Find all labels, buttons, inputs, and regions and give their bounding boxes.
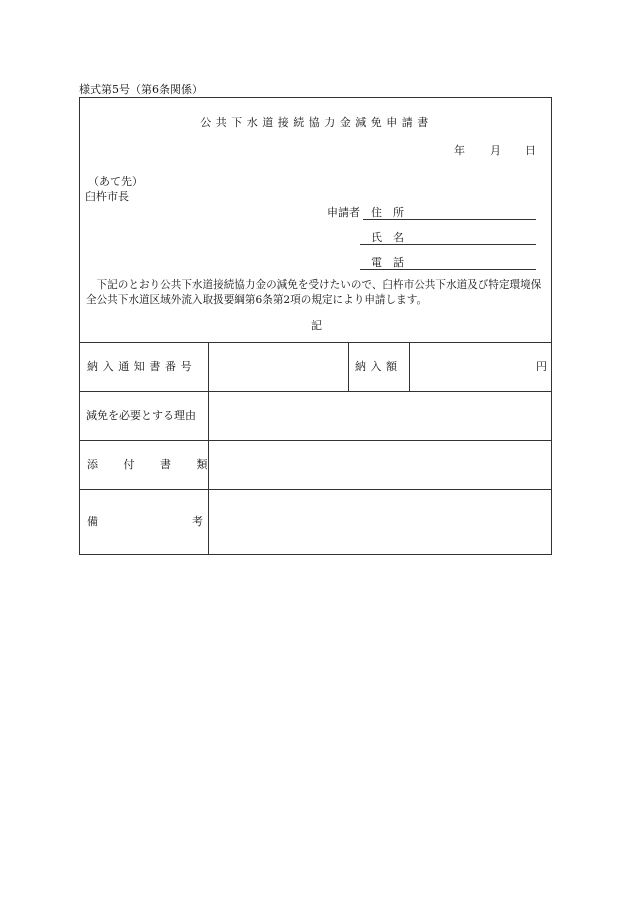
amount-label: 納入額 <box>355 360 402 373</box>
remarks-field[interactable] <box>209 490 551 554</box>
remarks-label: 備考 <box>87 515 297 528</box>
amount-field[interactable] <box>410 343 551 391</box>
form-title: 公共下水道接続協力金減免申請書 <box>200 116 433 129</box>
addressee-prefix: （あて先） <box>88 175 143 188</box>
reason-label: 減免を必要とする理由 <box>86 409 196 422</box>
date-day-label: 日 <box>525 144 536 157</box>
applicant-label: 申請者 <box>327 206 360 219</box>
phone-label: 電 話 <box>371 256 404 269</box>
reason-field[interactable] <box>209 392 551 440</box>
yen-unit: 円 <box>536 360 547 373</box>
name-label: 氏 名 <box>371 231 404 244</box>
name-field[interactable] <box>360 244 536 245</box>
address-label: 住 所 <box>371 206 404 219</box>
attachments-field[interactable] <box>209 441 551 489</box>
notice-number-label: 納入通知書番号 <box>87 360 197 373</box>
statement-text: 下記のとおり公共下水道接続協力金の減免を受けたいので、臼杵市公共下水道及び特定環境保全公共下水道区域外流入取扱要綱第6条第2項の規定により申請します。 <box>86 279 542 306</box>
amount-label-left-divider <box>348 342 349 391</box>
phone-field[interactable] <box>360 269 536 270</box>
notice-number-field[interactable] <box>209 343 348 391</box>
address-field[interactable] <box>363 219 536 220</box>
form-id: 様式第5号（第6条関係） <box>79 83 203 96</box>
attachments-label: 添付書類 <box>87 458 233 471</box>
date-year-label: 年 <box>454 144 465 157</box>
ki-label: 記 <box>311 319 322 332</box>
date-month-label: 月 <box>490 144 501 157</box>
addressee-name: 臼杵市長 <box>85 190 129 203</box>
application-form <box>79 97 552 555</box>
